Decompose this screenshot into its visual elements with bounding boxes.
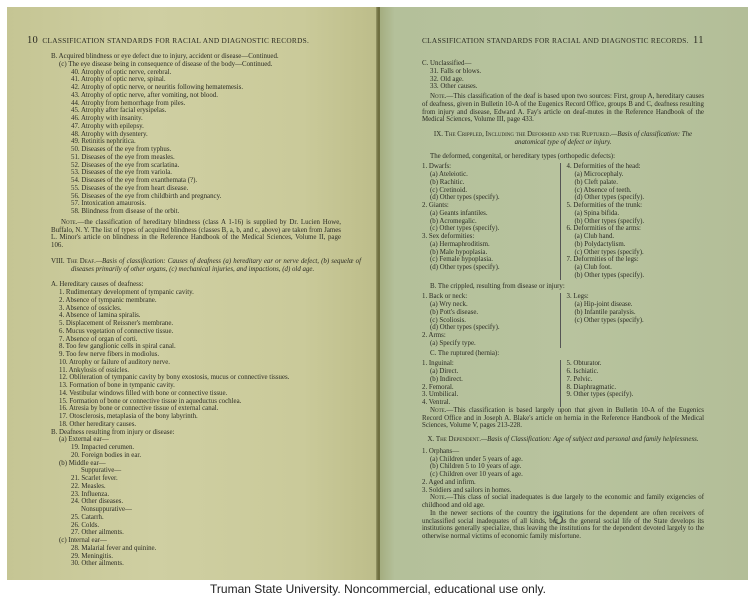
list-item: 15. Formation of bone or connective tissue in aqueductus cochlea. bbox=[59, 397, 242, 405]
list-item: 28. Malarial fever and quinine. bbox=[71, 544, 157, 552]
right-page bbox=[378, 7, 748, 580]
list-item: 22. Measles. bbox=[71, 482, 106, 490]
right-body bbox=[422, 60, 704, 541]
list-item: 57. Intoxication amaurosis. bbox=[71, 200, 147, 208]
list-item: 19. Impacted cerumen. bbox=[71, 444, 135, 451]
list-item: (c) Children over 10 years of age. bbox=[430, 471, 523, 478]
ruptured-heading: C. The ruptured (hernia): bbox=[430, 349, 500, 357]
list-item: 6. Ischiatic. bbox=[566, 368, 599, 375]
list-item: 49. Retinitis nephritica. bbox=[71, 138, 136, 146]
list-item: (b) Acromegalic. bbox=[430, 217, 477, 225]
unclassified-list bbox=[422, 68, 704, 91]
list-item: 33. Other causes. bbox=[430, 83, 478, 91]
list-item: 44. Atrophy from hemorrhage from piles. bbox=[71, 99, 186, 107]
ruptured-left-column bbox=[422, 360, 560, 407]
list-item: 5. Obturator. bbox=[566, 360, 602, 368]
list-item: 58. Blindness from disease of the orbit. bbox=[71, 208, 180, 215]
list-item: (a) Ateleiotic. bbox=[430, 171, 468, 178]
list-item: 9. Too few nerve fibers in modiolus. bbox=[59, 351, 160, 358]
left-body bbox=[51, 53, 361, 568]
crippled-right-column bbox=[560, 293, 705, 347]
list-item: 8. Diaphragmatic. bbox=[566, 383, 617, 391]
crippled-columns bbox=[422, 293, 704, 347]
list-item: 25. Catarrh. bbox=[71, 513, 104, 521]
list-item: 42. Atrophy of optic nerve, or neuritis following hematemesis. bbox=[71, 84, 244, 91]
suppurative-list bbox=[51, 475, 361, 506]
internal-ear-label: (c) Internal ear— bbox=[59, 537, 107, 544]
list-item: 2. Absence of tympanic membrane. bbox=[59, 296, 157, 304]
list-item: (c) Female hypoplasia. bbox=[430, 256, 493, 264]
list-item: (b) Other types (specify). bbox=[574, 217, 645, 225]
list-item: 24. Other diseases. bbox=[71, 498, 124, 506]
list-item: (a) Microcephaly. bbox=[574, 171, 624, 178]
list-item: 5. Deformities of the trunk: bbox=[566, 202, 643, 209]
dependent-note: Note.—This class of social inadequates is due largely to the economic and family exigencies of childhood and old age. bbox=[422, 494, 704, 509]
list-item: (d) Other types (specify). bbox=[430, 264, 500, 271]
list-item: 2. Femoral. bbox=[422, 383, 454, 391]
list-item: 29. Meningitis. bbox=[71, 552, 113, 560]
list-item: 1. Back or neck: bbox=[422, 293, 468, 301]
list-item: 16. Atresia by bone or connective tissue of external canal. bbox=[59, 405, 219, 413]
list-item: 27. Other ailments. bbox=[71, 529, 124, 537]
left-running-head: 10 CLASSIFICATION STANDARDS FOR RACIAL AND DIAGNOSTIC RECORDS. bbox=[27, 35, 310, 46]
list-item: (a) Hip-joint disease. bbox=[574, 301, 633, 308]
list-item: 7. Pelvic. bbox=[566, 375, 593, 383]
list-item: (b) Male hypoplasia. bbox=[430, 248, 488, 256]
list-item: (b) Other types (specify). bbox=[574, 271, 645, 279]
list-item: 1. Inguinal: bbox=[422, 360, 454, 368]
left-page-number: 10 bbox=[27, 35, 39, 46]
crippled-section-heading: IX. The Crippled, Including the Deformed and the Ruptured.—Basis of classification: The anatomical type of defect or injury. bbox=[433, 131, 693, 146]
list-item: 4. Deformities of the head: bbox=[566, 163, 641, 171]
list-item: 40. Atrophy of optic nerve, cerebral. bbox=[71, 68, 172, 76]
dependent-note-2: In the newer sections of the country the institutions for the dependent are often receivers of unclassified social inadequates of all kinds, but as the general social life of the State develops its institutions generally specialize, thus leaving the institutions for the dependent devoted largely to the otherwise normal victims of economic family misfortune. bbox=[422, 509, 704, 540]
list-item: 1. Rudimentary development of tympanic cavity. bbox=[59, 289, 194, 296]
punch-hole-mark bbox=[554, 515, 563, 524]
left-page bbox=[7, 7, 377, 580]
dependent-section-heading: X. The Dependent.—Basis of Classification: Age of subject and personal and family helplessness. bbox=[427, 436, 699, 443]
list-item: (a) Club foot. bbox=[574, 264, 612, 271]
list-item: 8. Too few ganglionic cells in spiral canal. bbox=[59, 343, 176, 351]
list-item: (a) Hermaphroditism. bbox=[430, 240, 490, 248]
list-item: 4. Absence of lamina spiralis. bbox=[59, 312, 141, 320]
hereditary-items-list bbox=[51, 289, 361, 429]
list-item: 26. Colds. bbox=[71, 521, 100, 529]
list-item: 50. Diseases of the eye from typhus. bbox=[71, 146, 172, 153]
list-item: 7. Absence of organ of corti. bbox=[59, 335, 138, 343]
list-item: (a) Spina bifida. bbox=[574, 209, 620, 217]
list-item: 31. Falls or blows. bbox=[430, 67, 482, 75]
list-item: (d) Other types (specify). bbox=[430, 194, 500, 202]
dependent-list bbox=[422, 448, 704, 495]
list-item: 12. Obliteration of tympanic cavity by bony exostosis, mucus or connective tissues. bbox=[59, 374, 290, 382]
list-item: 3. Absence of ossicles. bbox=[59, 304, 122, 312]
right-running-head: CLASSIFICATION STANDARDS FOR RACIAL AND DIAGNOSTIC RECORDS. 11 bbox=[422, 35, 704, 46]
list-item: 48. Atrophy with dysentery. bbox=[71, 130, 148, 138]
list-item: 2. Arms: bbox=[422, 332, 446, 339]
list-item: (b) Cleft palate. bbox=[574, 178, 618, 186]
list-item: 3. Legs: bbox=[566, 293, 589, 301]
list-item: 1. Orphans— bbox=[422, 447, 460, 455]
list-item: 13. Formation of bone in tympanic cavity. bbox=[59, 382, 175, 389]
deformed-left-column bbox=[422, 163, 560, 279]
list-item: 43. Atrophy of optic nerve, after vomiting, not blood. bbox=[71, 91, 218, 99]
list-item: 18. Other hereditary causes. bbox=[59, 420, 137, 428]
list-item: (a) Wry neck. bbox=[430, 301, 468, 308]
list-item: 3. Umbilical. bbox=[422, 391, 459, 399]
crippled-note: Note.—This classification is based largely upon that given in Bulletin 10-A of the Eugenics Record Office and in Joseph A. Blake's article on hernia in the Reference Handbook of the Medical Sciences, Volume V, pages 213-228. bbox=[422, 406, 704, 430]
crippled-left-column bbox=[422, 293, 560, 347]
list-item: (c) Scoliosis. bbox=[430, 316, 466, 324]
hereditary-heading: A. Hereditary causes of deafness: bbox=[51, 281, 144, 289]
eye-items-list bbox=[51, 69, 361, 216]
list-item: 23. Influenza. bbox=[71, 490, 110, 498]
external-ear-label: (a) External ear— bbox=[59, 436, 109, 444]
list-item: 30. Other ailments. bbox=[71, 560, 124, 568]
blindness-note: Note.—the classification of hereditary blindness (class A 1-16) is supplied by Dr. Lucien Howe, Buffalo, N. Y. The list of types of acquired blindness (classes B, a, b, and c, above) are taken from James L. Minor's article on blindness in the Reference Handbook of the Medical Sciences, Volume II, page 106. bbox=[51, 218, 341, 249]
list-item: 9. Other types (specify). bbox=[566, 391, 634, 399]
list-item: 56. Diseases of the eye from childbirth and pregnancy. bbox=[71, 192, 222, 200]
list-item: (d) Other types (specify). bbox=[574, 194, 645, 202]
deformed-columns bbox=[422, 163, 704, 279]
deformed-heading: The deformed, congenital, or hereditary types (orthopedic defects): bbox=[430, 152, 616, 160]
list-item: 5. Displacement of Reissner's membrane. bbox=[59, 320, 174, 327]
list-item: 21. Scarlet fever. bbox=[71, 475, 118, 482]
deaf-note: Note.—This classification of the deaf is based upon two sources: First, group A, hereditary causes of deafness, given in Bulletin 10-A of the Eugenics Record Office, groups B and C, deafness resulting from injury and disease, Edward A. Fay's article on deaf-mutes in the Reference Handbook of the Medical Sciences, Volume III, page 433. bbox=[422, 93, 704, 124]
list-item: 2. Giants: bbox=[422, 202, 449, 209]
list-item: (a) Direct. bbox=[430, 368, 459, 375]
list-item: (b) Children 5 to 10 years of age. bbox=[430, 463, 522, 471]
list-item: (a) Club hand. bbox=[574, 233, 615, 240]
list-item: 1. Dwarfs: bbox=[422, 163, 452, 171]
list-item: (a) Children under 5 years of age. bbox=[430, 455, 523, 463]
list-item: (a) Specify type. bbox=[430, 339, 476, 347]
internal-ear-list bbox=[51, 545, 361, 568]
list-item: 14. Vestibular windows filled with bone or connective tissue. bbox=[59, 389, 228, 397]
list-item: (a) Geants infantiles. bbox=[430, 209, 488, 217]
list-item: 46. Atrophy with insanity. bbox=[71, 115, 143, 122]
crippled-heading: B. The crippled, resulting from disease or injury: bbox=[430, 282, 565, 290]
list-item: (c) Absence of teeth. bbox=[574, 186, 632, 194]
ruptured-right-column bbox=[560, 360, 705, 407]
list-item: (b) Polydactylism. bbox=[574, 240, 626, 248]
injury-heading: B. Deafness resulting from injury or disease: bbox=[51, 428, 175, 436]
list-item: (b) Indirect. bbox=[430, 375, 463, 383]
list-item: 17. Otosclerosis, metaplasia of the bony labyrinth. bbox=[59, 413, 198, 420]
list-item: 3. Sex deformities: bbox=[422, 233, 475, 240]
list-item: (c) Other types (specify). bbox=[574, 316, 644, 324]
nonsuppurative-label: Nonsuppurative— bbox=[81, 506, 132, 513]
list-item: 2. Aged and infirm. bbox=[422, 478, 476, 486]
list-item: 41. Atrophy of optic nerve, spinal. bbox=[71, 76, 166, 84]
list-item: 52. Diseases of the eye from scarlatina. bbox=[71, 161, 180, 169]
deaf-section-heading: VIII. The Deaf.—Basis of classification: Causes of deafness (a) hereditary ear or nerve defect, (b) sequelæ of diseases primarily of other organs, (c) mechanical injuries, and impactions, (d) old age. bbox=[51, 257, 361, 273]
list-item: 6. Deformities of the arms: bbox=[566, 225, 641, 233]
list-item: 20. Foreign bodies in ear. bbox=[71, 451, 142, 459]
list-item: 55. Diseases of the eye from heart disease. bbox=[71, 184, 189, 192]
list-item: (c) Other types (specify). bbox=[430, 225, 500, 233]
list-item: 3. Soldiers and sailors in homes. bbox=[422, 486, 512, 494]
list-item: (b) Rachitic. bbox=[430, 178, 465, 186]
deformed-right-column bbox=[560, 163, 705, 279]
ruptured-columns bbox=[422, 360, 704, 407]
list-item: 7. Deformities of the legs: bbox=[566, 256, 639, 264]
list-item: 54. Diseases of the eye from exanthemata (?). bbox=[71, 177, 198, 184]
right-page-number: 11 bbox=[693, 35, 704, 46]
list-item: (c) Other types (specify). bbox=[574, 248, 644, 256]
list-item: 32. Old age. bbox=[430, 75, 464, 83]
external-ear-list bbox=[51, 444, 361, 460]
middle-ear-label: (b) Middle ear— bbox=[59, 459, 106, 467]
nonsuppurative-list bbox=[51, 514, 361, 537]
list-item: 51. Diseases of the eye from measles. bbox=[71, 153, 175, 161]
list-item: (c) Cretinoid. bbox=[430, 186, 468, 194]
suppurative-label: Suppurative— bbox=[81, 467, 122, 475]
list-item: 10. Atrophy or failure of auditory nerve. bbox=[59, 358, 170, 366]
list-item: 4. Ventral. bbox=[422, 399, 451, 406]
section-b-heading: B. Acquired blindness or eye defect due to injury, accident or disease—Continued. bbox=[51, 53, 279, 60]
unclassified-label: C. Unclassified— bbox=[422, 60, 472, 67]
list-item: 45. Atrophy after facial erysipelas. bbox=[71, 107, 167, 115]
list-item: 11. Ankylosis of ossicles. bbox=[59, 366, 129, 374]
list-item: (b) Pott's disease. bbox=[430, 308, 479, 316]
section-c-heading: (c) The eye disease being in consequence of disease of the body—Continued. bbox=[59, 60, 273, 68]
footer-credit: Truman State University. Noncommercial, educational use only. bbox=[210, 582, 546, 596]
list-item: 47. Atrophy with epilepsy. bbox=[71, 122, 144, 130]
list-item: (b) Infantile paralysis. bbox=[574, 308, 636, 316]
list-item: 6. Mucus vegetation of connective tissue. bbox=[59, 327, 174, 335]
list-item: (d) Other types (specify). bbox=[430, 324, 500, 332]
list-item: 53. Diseases of the eye from variola. bbox=[71, 169, 173, 177]
